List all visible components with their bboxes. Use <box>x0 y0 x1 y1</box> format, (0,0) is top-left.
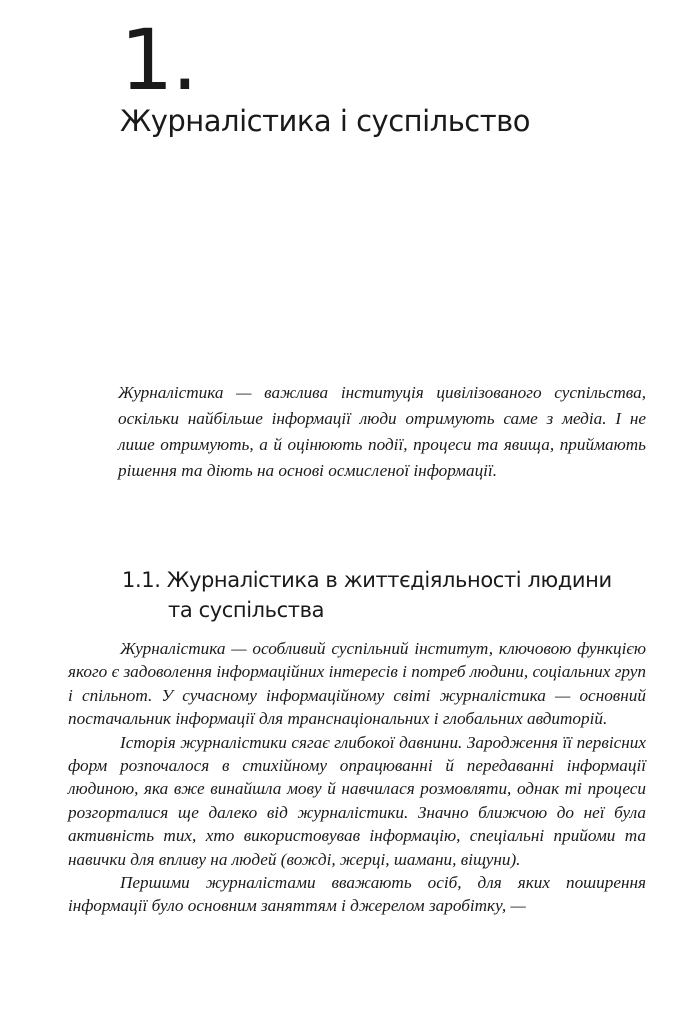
section-body <box>68 637 646 918</box>
chapter-title: Журналістика і суспільство <box>120 104 530 138</box>
section-heading-line-1: 1.1. Журналістика в життєдіяльності людини <box>122 568 612 592</box>
section-heading-line-2: та суспільства <box>168 598 325 622</box>
chapter-lead-paragraph: Журналістика — важлива інституція цивілізованого суспільства, оскільки найбільше інформації люди отримують саме з медіа. І не лише отримують, а й оцінюють події, процеси та явища, приймають рішення та діють на основі осмисленої інформації. <box>118 383 646 480</box>
section-heading <box>122 565 612 625</box>
body-paragraph: Першими журналістами вважають осіб, для яких поширення інформації було основним заняттям і джерелом заробітку, — <box>68 873 646 916</box>
body-paragraph: Журналістика — особливий суспільний інститут, ключовою функцією якого є задоволення інформаційних інтересів і потреб людини, соціальних груп і спільнот. У сучасному інформаційному світі журналістика — основний постачальник інформації для транснаціональних і глобальних авдиторій. <box>68 639 646 729</box>
body-paragraph: Історія журналістики сягає глибокої давнини. Зародження її первісних форм розпочалося в стихійному опрацюванні й передаванні інформації людиною, яка вже винайшла мову й навчилася розмовляти, однак ті процеси розгорталися ще далеко від журналістики. Значно ближчою до неї була активність тих, хто використовував інформацію, спеціальні прийоми та навички для впливу на людей (вожді, жерці, шамани, віщуни). <box>68 732 646 869</box>
chapter-number: 1. <box>120 11 197 109</box>
